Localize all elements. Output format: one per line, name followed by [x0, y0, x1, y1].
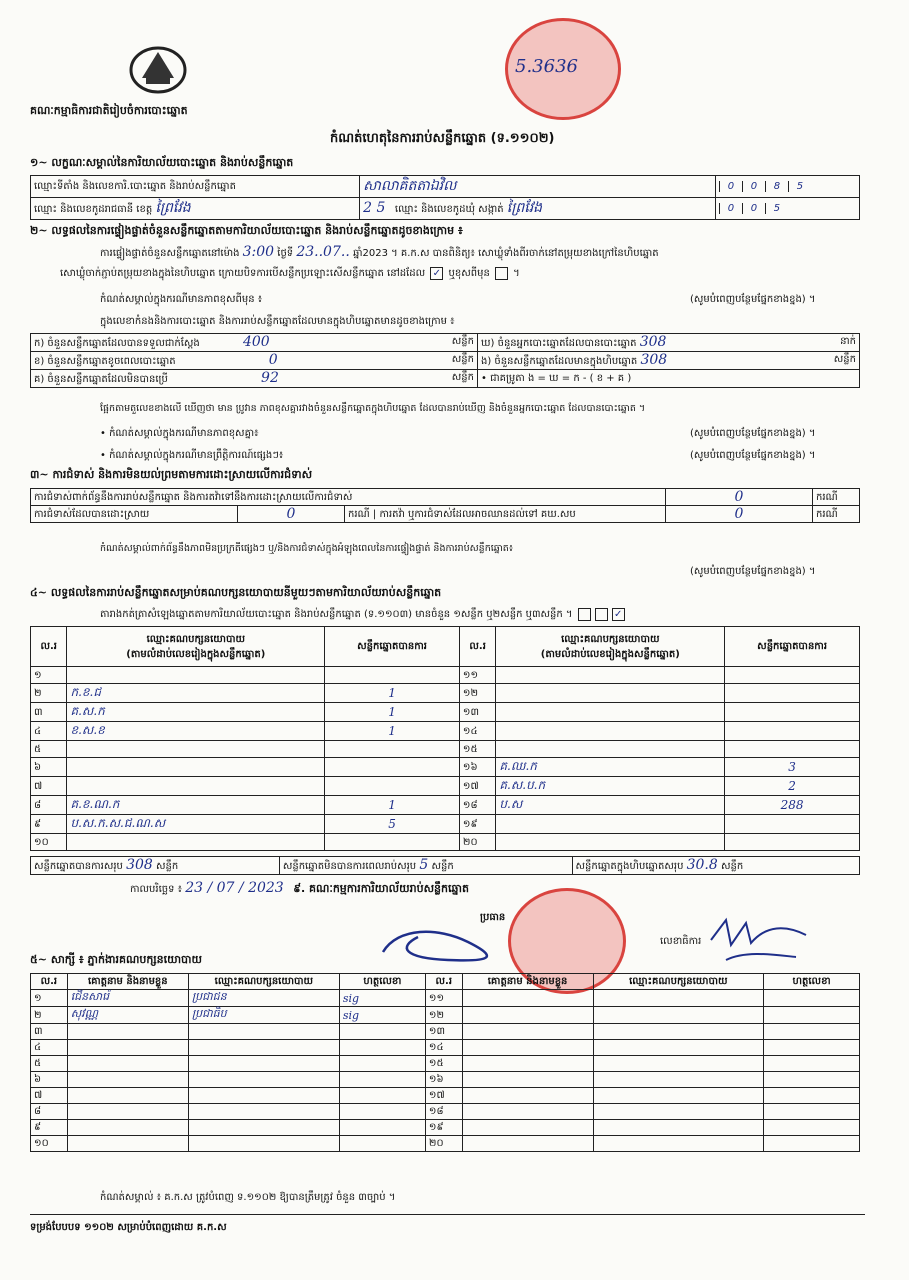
- date-line: កាលបរិច្ឆេទ ៖ 23 / 07 / 2023 ៩. គណៈកម្មការការិយាល័យរាប់សន្លឹកឆ្នោត: [130, 880, 469, 896]
- party-name: [67, 741, 325, 758]
- row-no: ១១: [425, 990, 462, 1007]
- total-invalid: សន្លឹកឆ្នោតមិនបានការពេលរាប់សរុប 5 សន្លឹក: [279, 857, 572, 875]
- agent-signature: [339, 1120, 425, 1136]
- agent-party: [188, 1088, 339, 1104]
- agent-name: [67, 1024, 188, 1040]
- agent-party: [188, 1024, 339, 1040]
- votes-table: [30, 626, 860, 851]
- agent-party: [593, 1007, 764, 1024]
- row-no: ១៩: [459, 815, 495, 834]
- total-invalid-value: 5: [419, 857, 429, 873]
- row-no: ១៦: [425, 1072, 462, 1088]
- party-name: គ.ខ.ណ.ក: [67, 796, 325, 815]
- table-row: [31, 741, 860, 758]
- diff-note-line: កំណត់សម្គាល់ក្នុងករណីមានភាពខុសពីមុន ៖: [100, 294, 263, 305]
- vote-count: 288: [725, 796, 860, 815]
- commune-cell: [360, 198, 716, 220]
- agent-party: [593, 1072, 764, 1088]
- secretary-label: លេខាធិការ: [660, 936, 702, 947]
- row-no: ១១: [459, 667, 495, 684]
- chair-label: ប្រធាន: [480, 912, 506, 923]
- agent-party: [188, 1056, 339, 1072]
- agents-col-sign-right: ហត្ថលេខា: [764, 974, 860, 990]
- agent-signature: [764, 1088, 860, 1104]
- total-valid: សន្លឹកឆ្នោតបានការសរុប 308 សន្លឹក: [31, 857, 280, 875]
- secretary-signature: [706, 915, 816, 970]
- vote-count: 5: [325, 815, 460, 834]
- row-no: ៤: [31, 1040, 68, 1056]
- vote-count: 1: [325, 703, 460, 722]
- vote-count: [725, 815, 860, 834]
- table-row: [31, 834, 860, 851]
- table-row: [31, 796, 860, 815]
- table-row: [31, 1056, 860, 1072]
- footnote: កំណត់សម្គាល់ ៖ គ.ក.ស ត្រូវបំពេញ ទ.១១០២ ឱ្យបានត្រឹមត្រូវ ចំនួន ៣ច្បាប់ ។: [100, 1192, 396, 1203]
- party-name: [67, 777, 325, 796]
- party-name: ប.ស.ក.ស.ជ.ណ.ស: [67, 815, 325, 834]
- row-no: ១៥: [459, 741, 495, 758]
- sheet1-checkbox[interactable]: [578, 608, 591, 621]
- row-no: ៤: [31, 722, 67, 741]
- row-no: ១៣: [425, 1024, 462, 1040]
- total-box: សន្លឹកឆ្នោតក្នុងហិបឆ្នោតសរុប 30.8 សន្លឹក: [572, 857, 860, 875]
- chair-signature: [378, 922, 498, 972]
- station-label: ឈ្មោះទីតាំង និងលេខការិ.បោះឆ្នោត និងរាប់សន្លឹកឆ្នោត: [31, 176, 360, 198]
- agent-signature: sig: [339, 990, 425, 1007]
- table-row: [31, 990, 860, 1007]
- agent-signature: [339, 1136, 425, 1152]
- verify-year-line: ឆ្នាំ2023 ។ គ.ក.ស បានពិនិត្យ៖ សោឃ្លុំទាំងពីរចាក់នៅតម្រុយខាងក្រៅនៃហិបឆ្នោត: [352, 248, 659, 259]
- objection-row2-value: 0: [238, 506, 345, 523]
- row-no: ៨: [31, 1104, 68, 1120]
- agent-name: [462, 1104, 593, 1120]
- agent-party: [593, 1104, 764, 1120]
- row-no: ១០: [31, 1136, 68, 1152]
- party-name: [67, 834, 325, 851]
- table-row: [31, 684, 860, 703]
- sheet3-checkbox[interactable]: ✓: [612, 608, 625, 621]
- objection-row2-label: ការជំទាស់ដែលបានដោះស្រាយ: [31, 506, 238, 523]
- table-row: [31, 777, 860, 796]
- row-no: ១: [31, 667, 67, 684]
- row-no: ៨: [31, 796, 67, 815]
- agent-signature: [339, 1040, 425, 1056]
- agent-name: [67, 1040, 188, 1056]
- agent-name: [67, 1120, 188, 1136]
- section3-heading: ៣~ ការជំទាស់ និងការមិនយល់ព្រមតាមការដោះស្រាយលើការជំទាស់: [30, 468, 313, 481]
- agent-name: សុវណ្ណ: [67, 1007, 188, 1024]
- objection-table: [30, 488, 860, 523]
- total-box-value: 30.8: [686, 857, 718, 873]
- party-name: [496, 684, 725, 703]
- vote-count: [725, 703, 860, 722]
- table-row: [31, 667, 860, 684]
- row-no: ១៧: [459, 777, 495, 796]
- party-name: គ.ស.ក: [67, 703, 325, 722]
- agent-name: [462, 990, 593, 1007]
- changed-checkbox[interactable]: [495, 267, 508, 280]
- row-no: ១៨: [425, 1104, 462, 1120]
- station-value: សាលាគិតតាឯវិល: [360, 176, 716, 198]
- sheet2-checkbox[interactable]: [595, 608, 608, 621]
- agent-name: [67, 1056, 188, 1072]
- row-no: ២: [31, 1007, 68, 1024]
- party-name: [496, 834, 725, 851]
- row-no: ៩: [31, 815, 67, 834]
- agent-party: [188, 1104, 339, 1120]
- vote-count: [725, 834, 860, 851]
- table-row: [31, 1120, 860, 1136]
- party-name: [67, 667, 325, 684]
- page-title: កំណត់ហេតុនៃការរាប់សន្លឹកឆ្នោត (ទ.១១០២): [330, 131, 555, 146]
- agent-signature: [764, 1024, 860, 1040]
- agent-party: [593, 1088, 764, 1104]
- vote-count: 2: [725, 777, 860, 796]
- agents-col-sign-left: ហត្ថលេខា: [339, 974, 425, 990]
- agent-name: [462, 1120, 593, 1136]
- fill-note-2: (សូមបំពេញបន្ថែមផ្នែកខាងខ្នង) ។: [690, 428, 816, 439]
- agent-signature: [339, 1024, 425, 1040]
- agent-signature: sig: [339, 1007, 425, 1024]
- section2-heading: ២~ លទ្ធផលនៃការផ្ទៀងផ្ទាត់ចំនួនសន្លឹកឆ្នោតតាមការិយាល័យបោះឆ្នោត និងរាប់សន្លឹកឆ្នោតដូចខាងក្រោម ៖: [30, 224, 463, 237]
- agent-signature: [339, 1072, 425, 1088]
- vote-count: 1: [325, 684, 460, 703]
- agents-col-no-right: ល.រ: [425, 974, 462, 990]
- count-ko: គ) ចំនួនសន្លឹកឆ្នោតដែលមិនបានប្រើ 92 សន្លឹក: [31, 370, 478, 388]
- row-no: ១៨: [459, 796, 495, 815]
- vote-count: 3: [725, 758, 860, 777]
- agents-table: [30, 973, 860, 1152]
- agent-party: ប្រជាជន: [188, 990, 339, 1007]
- agent-party: [188, 1040, 339, 1056]
- objection-row2b-label: ករណី | ការតវ៉ា ឬការជំទាស់ដែលអាចឈានដល់ទៅ គឃ.សប: [345, 506, 666, 523]
- party-name: [496, 703, 725, 722]
- agent-party: [593, 1120, 764, 1136]
- row-no: ៥: [31, 741, 67, 758]
- objection-row2b-value: 0: [666, 506, 813, 523]
- table-row: [31, 703, 860, 722]
- agent-name: [462, 1136, 593, 1152]
- emblem-logo: [128, 44, 188, 94]
- agent-signature: [764, 1104, 860, 1120]
- agent-party: ប្រជាធិប: [188, 1007, 339, 1024]
- committee-name: គណៈកម្មាធិការជាតិរៀបចំការបោះឆ្នោត: [30, 104, 188, 117]
- total-valid-value: 308: [126, 857, 153, 873]
- vote-count: [725, 667, 860, 684]
- agent-name: [462, 1056, 593, 1072]
- agent-name: [462, 1088, 593, 1104]
- col-votes-right: សន្លឹកឆ្នោតបានការ: [725, 627, 860, 667]
- agent-party: [188, 1072, 339, 1088]
- agent-name: [462, 1040, 593, 1056]
- agents-col-party-left: ឈ្មោះគណបក្សនយោបាយ: [188, 974, 339, 990]
- table-row: [31, 1136, 860, 1152]
- committee-label: ៩. គណៈកម្មការការិយាល័យរាប់សន្លឹកឆ្នោត: [293, 882, 469, 895]
- table-row: [31, 815, 860, 834]
- section1-table: [30, 175, 860, 220]
- party-name: [496, 741, 725, 758]
- agent-name: [67, 1136, 188, 1152]
- vote-count: [325, 667, 460, 684]
- commune-label: ឈ្មោះ និងលេខកូដឃុំ សង្កាត់: [394, 204, 504, 215]
- vote-count: [725, 722, 860, 741]
- agent-party: [188, 1136, 339, 1152]
- count-gho-value: 308: [639, 334, 667, 350]
- agent-signature: [764, 1120, 860, 1136]
- count-kha: ខ) ចំនួនសន្លឹកឆ្នោតខូចពេលបោះឆ្នោត 0 សន្លឹក: [31, 352, 478, 370]
- row-no: ២០: [459, 834, 495, 851]
- verify-time: 3:00: [242, 244, 275, 260]
- province-code: 2 5: [363, 200, 386, 216]
- table-row: [31, 1072, 860, 1088]
- agent-signature: [339, 1088, 425, 1104]
- row-no: ៦: [31, 1072, 68, 1088]
- row-no: ១៤: [459, 722, 495, 741]
- table-row: [31, 1088, 860, 1104]
- vote-count: [325, 741, 460, 758]
- station-code: 0 0 8 5: [715, 176, 859, 198]
- totals-table: [30, 856, 860, 875]
- row-no: ៥: [31, 1056, 68, 1072]
- row-no: ៧: [31, 1088, 68, 1104]
- row-no: ៣: [31, 1024, 68, 1040]
- section5-heading: ៥~ សាក្សី ៖ ភ្នាក់ងារគណបក្សនយោបាយ: [30, 953, 203, 966]
- agent-party: [593, 1024, 764, 1040]
- agent-signature: [764, 1056, 860, 1072]
- count-ko-value: 92: [261, 370, 279, 386]
- vote-count: [725, 741, 860, 758]
- count-ngo: ង) ចំនួនសន្លឹកឆ្នោតដែលមានក្នុងហិបឆ្នោត 308 សន្លឹក: [478, 352, 860, 370]
- row-no: ១៦: [459, 758, 495, 777]
- compare-line: ផ្អែកតាមតួលេខខាងលើ ឃើញថា មាន ប្រូវាន ភាពខុសគ្នារវាងចំនួនសន្លឹកឆ្នោតក្នុងហិបឆ្នោត ដែលបានរាប់ឃើញ និងចំនួនអ្នកបោះឆ្នោត ដែលបានបោះឆ្នោត ។: [100, 403, 646, 414]
- province-value: ព្រៃវែង: [155, 200, 191, 216]
- agents-col-name-right: គោត្តនាម និងនាមខ្លួន: [462, 974, 593, 990]
- vote-count: [325, 758, 460, 777]
- agent-name: [67, 1088, 188, 1104]
- vote-count: 1: [325, 796, 460, 815]
- formula: • ជាគម្រូតា ង = ឃ = ក - ( ខ + គ ): [478, 370, 860, 388]
- counts-table: [30, 333, 860, 388]
- commune-value: ព្រៃវែង: [506, 200, 543, 216]
- table-row: [31, 1007, 860, 1024]
- objection-row1-label: ការជំទាស់ពាក់ព័ន្ធនឹងការរាប់សន្លឹកឆ្នោត និងការតវ៉ាទៅនឹងការដោះស្រាយលើការជំទាស់: [31, 489, 666, 506]
- agent-signature: [764, 990, 860, 1007]
- party-name: ក.ខ.ជ: [67, 684, 325, 703]
- same-checkbox[interactable]: ✓: [430, 267, 443, 280]
- irregularity-note: កំណត់សម្គាល់ពាក់ព័ន្ធនឹងភាពមិនប្រក្រតីផ្សេងៗ ឬ/និងការជំទាស់ក្នុងអំឡុងពេលនៃការផ្ទៀងផ្ទាត់ និងការរាប់សន្លឹកឆ្នោត៖: [100, 543, 513, 554]
- agent-signature: [764, 1040, 860, 1056]
- row-no: ១: [31, 990, 68, 1007]
- section2-intro: ក្នុងលេខាកំនងនិងការបោះឆ្នោត និងការរាប់សន្លឹកឆ្នោតដែលមានក្នុងហិបឆ្នោតមានដូចខាងក្រោម ៖: [100, 316, 455, 327]
- party-name: [496, 815, 725, 834]
- agent-name: [462, 1024, 593, 1040]
- objection-row2b-unit: ករណី: [813, 506, 860, 523]
- form-note: ទម្រង់បែបបទ ១១០២ សម្រាប់បំពេញដោយ គ.ក.ស: [30, 1222, 227, 1233]
- province-label: ឈ្មោះ និងលេខកូដរាជធានី ខេត្ត ព្រៃវែង: [31, 198, 360, 220]
- agents-col-party-right: ឈ្មោះគណបក្សនយោបាយ: [593, 974, 764, 990]
- agent-name: [67, 1104, 188, 1120]
- count-ngo-value: 308: [640, 352, 668, 368]
- col-votes-left: សន្លឹកឆ្នោតបានការ: [325, 627, 460, 667]
- row-no: ៣: [31, 703, 67, 722]
- row-no: ៦: [31, 758, 67, 777]
- footer-divider: [30, 1214, 865, 1215]
- col-no-right: ល.រ: [459, 627, 495, 667]
- count-kha-value: 0: [268, 352, 278, 368]
- count-gho: ឃ) ចំនួនអ្នកបោះឆ្នោតដែលបានបោះឆ្នោត 308 នាក់: [478, 334, 860, 352]
- table-row: [31, 1040, 860, 1056]
- agent-signature: [764, 1072, 860, 1088]
- objection-row1-value: 0: [666, 489, 813, 506]
- party-name: [67, 758, 325, 777]
- row-no: ១២: [425, 1007, 462, 1024]
- section4-heading: ៤~ លទ្ធផលនៃការរាប់សន្លឹកឆ្នោតសម្រាប់គណបក្សនយោបាយនីមួយៗតាមការិយាល័យរាប់សន្លឹកឆ្នោត: [30, 586, 442, 599]
- vote-count: 1: [325, 722, 460, 741]
- col-party-left: ឈ្មោះគណបក្សនយោបាយ (តាមលំដាប់លេខរៀងក្នុងសន្លឹកឆ្នោត): [67, 627, 325, 667]
- count-ka: ក) ចំនួនសន្លឹកឆ្នោតដែលបានទទួលជាក់ស្តែង 400 សន្លឹក: [31, 334, 478, 352]
- note-other: • កំណត់សម្គាល់ក្នុងករណីមានព្រឹត្តិការណ៍ផ្សេងៗ៖: [100, 450, 284, 461]
- col-no-left: ល.រ: [31, 627, 67, 667]
- row-no: ៩: [31, 1120, 68, 1136]
- row-no: ១២: [459, 684, 495, 703]
- table-row: [31, 722, 860, 741]
- fill-note-1: (សូមបំពេញបន្ថែមផ្នែកខាងខ្នង) ។: [690, 294, 816, 305]
- table-row: [31, 1104, 860, 1120]
- agent-name: [462, 1007, 593, 1024]
- agent-name: [462, 1072, 593, 1088]
- agent-party: [593, 1136, 764, 1152]
- date-value: 23 / 07 / 2023: [185, 880, 284, 896]
- agent-party: [593, 990, 764, 1007]
- row-no: ១៩: [425, 1120, 462, 1136]
- party-name: [496, 722, 725, 741]
- verify-time-line: ការផ្ទៀងផ្ទាត់ចំនួនសន្លឹកឆ្នោតនៅម៉ោង 3:00 ថ្ងៃទី 23..07.. ឆ្នាំ2023 ។ គ.ក.ស បានពិនិត្យ៖ សោឃ្លុំទាំងពីរចាក់នៅតម្រុយខាងក្រៅនៃហិបឆ្នោត: [100, 244, 659, 260]
- count-ka-value: 400: [242, 334, 270, 350]
- vote-count: [325, 834, 460, 851]
- agent-party: [593, 1040, 764, 1056]
- agents-col-no-left: ល.រ: [31, 974, 68, 990]
- objection-row1-unit: ករណី: [813, 489, 860, 506]
- table-row: [31, 1024, 860, 1040]
- agent-signature: [339, 1056, 425, 1072]
- agent-name: ជើនសារ៉េ: [67, 990, 188, 1007]
- stamp-signature: 5.3636: [515, 56, 578, 77]
- row-no: ១០: [31, 834, 67, 851]
- vote-count: [725, 684, 860, 703]
- table-row: [31, 758, 860, 777]
- row-no: ១៣: [459, 703, 495, 722]
- fill-note-3: (សូមបំពេញបន្ថែមផ្នែកខាងខ្នង) ។: [690, 450, 816, 461]
- party-name: គ.ស.ប.ក: [496, 777, 725, 796]
- row-no: ២០: [425, 1136, 462, 1152]
- section4-sub: តារាងកត់ត្រាសំឡេងឆ្នោតតាមការិយាល័យបោះឆ្នោត និងរាប់សន្លឹកឆ្នោត (ទ.១១០៣) មានចំនួន ១សន្លឹក ឬ២សន្លឹក ឬ៣សន្លឹក ។ ✓: [100, 607, 627, 622]
- section1-heading: ១~ លក្ខណៈសម្គាល់នៃការិយាល័យបោះឆ្នោត និងរាប់សន្លឹកឆ្នោត: [30, 156, 294, 169]
- agent-signature: [339, 1104, 425, 1120]
- row-no: ១៥: [425, 1056, 462, 1072]
- party-name: ខ.ស.ខ: [67, 722, 325, 741]
- col-party-right: ឈ្មោះគណបក្សនយោបាយ (តាមលំដាប់លេខរៀងក្នុងសន្លឹកឆ្នោត): [496, 627, 725, 667]
- party-name: គ.ឈ.ក: [496, 758, 725, 777]
- row-no: ៧: [31, 777, 67, 796]
- note-diff: • កំណត់សម្គាល់ក្នុងករណីមានភាពខុសគ្នា៖: [100, 428, 259, 439]
- commune-code: 0 0 5: [715, 198, 859, 220]
- agent-party: [188, 1120, 339, 1136]
- agent-party: [593, 1056, 764, 1072]
- agent-signature: [764, 1136, 860, 1152]
- row-no: ១៤: [425, 1040, 462, 1056]
- agent-signature: [764, 1007, 860, 1024]
- verify-date: 23..07..: [296, 244, 350, 260]
- party-name: [496, 667, 725, 684]
- party-name: ប.ស: [496, 796, 725, 815]
- agent-name: [67, 1072, 188, 1088]
- row-no: ១៧: [425, 1088, 462, 1104]
- vote-count: [325, 777, 460, 796]
- fill-note-4: (សូមបំពេញបន្ថែមផ្នែកខាងខ្នង) ។: [690, 566, 816, 577]
- agents-col-name-left: គោត្តនាម និងនាមខ្លួន: [67, 974, 188, 990]
- row-no: ២: [31, 684, 67, 703]
- seal-line: សោឃ្លុំចាក់ភ្ជាប់តម្រុយខាងក្នុងនៃហិបឆ្នោត ក្រោយបិទការបើសន្លឹកប្រឡោះសើសន្លឹកឆ្នោត នៅដដែល ✓ ឬខុសពីមុន ។: [60, 267, 520, 279]
